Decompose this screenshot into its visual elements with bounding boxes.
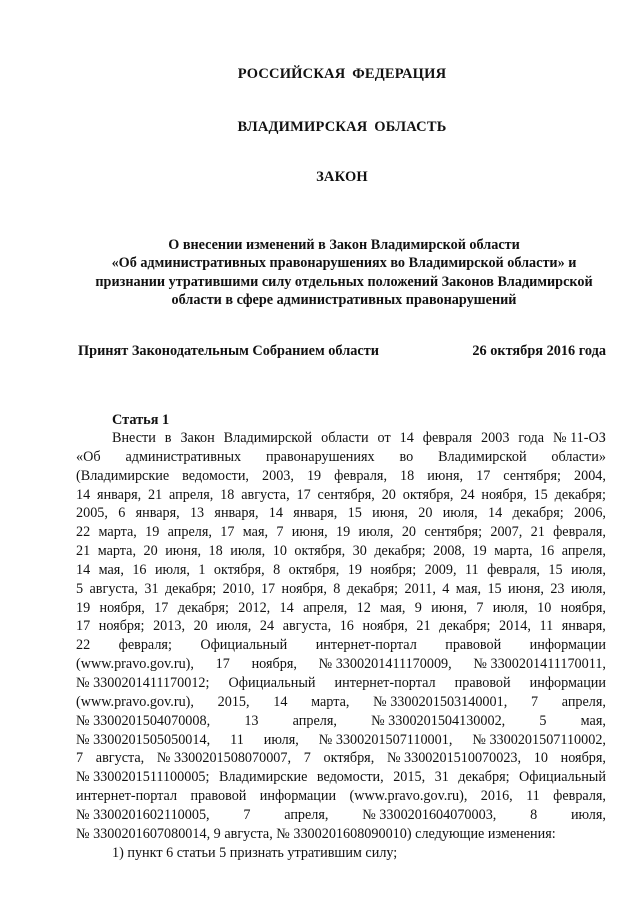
article-text-line: 22 марта, 19 апреля, 17 мая, 7 июня, 19 июля, 20 сентября; 2007, 21 февраля, [76, 524, 606, 541]
law-title-line: О внесении изменений в Закон Владимирской области [168, 237, 520, 253]
article-text-line: интернет-портал правовой информации (www.pravo.gov.ru), 2016, 11 февраля, [76, 788, 606, 805]
article-text-line: 21 марта, 20 июня, 18 июля, 10 октября, 30 декабря; 2008, 19 марта, 16 апреля, [76, 543, 606, 560]
article-text-line: 1) пункт 6 статьи 5 признать утратившим силу; [112, 844, 398, 861]
article-text-line: № 3300201602110005, 7 апреля, № 3300201604070003, 8 июля, [76, 806, 606, 823]
adopted-by: Принят Законодательным Собранием области [78, 343, 379, 359]
region-heading: ВЛАДИМИРСКАЯ ОБЛАСТЬ [237, 119, 447, 135]
law-title-line: «Об административных правонарушениях во Владимирской области» и [111, 255, 577, 272]
article-body [76, 429, 606, 862]
article-text-line: «Об административных правонарушениях во Владимирской области» [76, 448, 606, 465]
adoption-line [78, 343, 606, 360]
article-text-line: № 3300201511100005; Владимирские ведомости, 2015, 31 декабря; Официальный [76, 769, 606, 786]
article-text-line: 14 мая, 16 июля, 1 октября, 8 октября, 19 ноября; 2009, 11 февраля, 15 июля, [76, 561, 606, 578]
article-text-line: 19 ноября, 17 декабря; 2012, 14 апреля, 12 мая, 9 июня, 7 июля, 10 ноября, [76, 599, 606, 616]
law-title [66, 236, 622, 310]
document-type-heading: ЗАКОН [316, 169, 368, 185]
article-text-line: (www.pravo.gov.ru), 17 ноября, № 3300201411170009, № 3300201411170011, [76, 656, 606, 673]
article-text-line: № 3300201505050014, 11 июля, № 3300201507110001, № 3300201507110002, [76, 731, 606, 748]
article-title: Статья 1 [112, 412, 170, 428]
country-heading: РОССИЙСКАЯ ФЕДЕРАЦИЯ [237, 66, 447, 82]
article-text-line: 7 августа, № 3300201508070007, 7 октября, № 3300201510070023, 10 ноября, [76, 750, 606, 767]
article-text-line: (www.pravo.gov.ru), 2015, 14 марта, № 3300201503140001, 7 апреля, [76, 693, 606, 710]
law-title-line: области в сфере административных правонарушений [171, 292, 517, 309]
article-text-line: Внести в Закон Владимирской области от 14 февраля 2003 года № 11-ОЗ [112, 430, 606, 446]
article-text-line: 17 ноября; 2013, 20 июля, 24 августа, 16 ноября, 21 декабря; 2014, 11 января, [76, 618, 606, 635]
article-text-line: № 3300201504070008, 13 апреля, № 3300201504130002, 5 мая, [76, 712, 606, 729]
adoption-date: 26 октября 2016 года [472, 343, 606, 359]
article-text-line: № 3300201607080014, 9 августа, № 3300201608090010) следующие изменения: [76, 825, 556, 842]
law-title-line: признании утратившими силу отдельных положений Законов Владимирской [95, 273, 593, 290]
article-text-line: № 3300201411170012; Официальный интернет-портал правовой информации [76, 674, 606, 691]
article-text-line: 5 августа, 31 декабря; 2010, 17 ноября, 8 декабря; 2011, 4 мая, 15 июня, 23 июля, [76, 580, 606, 597]
article-text-line: (Владимирские ведомости, 2003, 19 февраля, 18 июня, 17 сентября; 2004, [76, 467, 606, 484]
article-text-line: 14 января, 21 апреля, 18 августа, 17 сентября, 20 октября, 24 ноября, 15 декабря; [76, 486, 606, 503]
article-text-line: 22 февраля; Официальный интернет-портал правовой информации [76, 637, 606, 654]
article-text-line: 2005, 6 января, 13 января, 14 января, 15 июня, 20 июля, 14 декабря; 2006, [76, 505, 606, 522]
